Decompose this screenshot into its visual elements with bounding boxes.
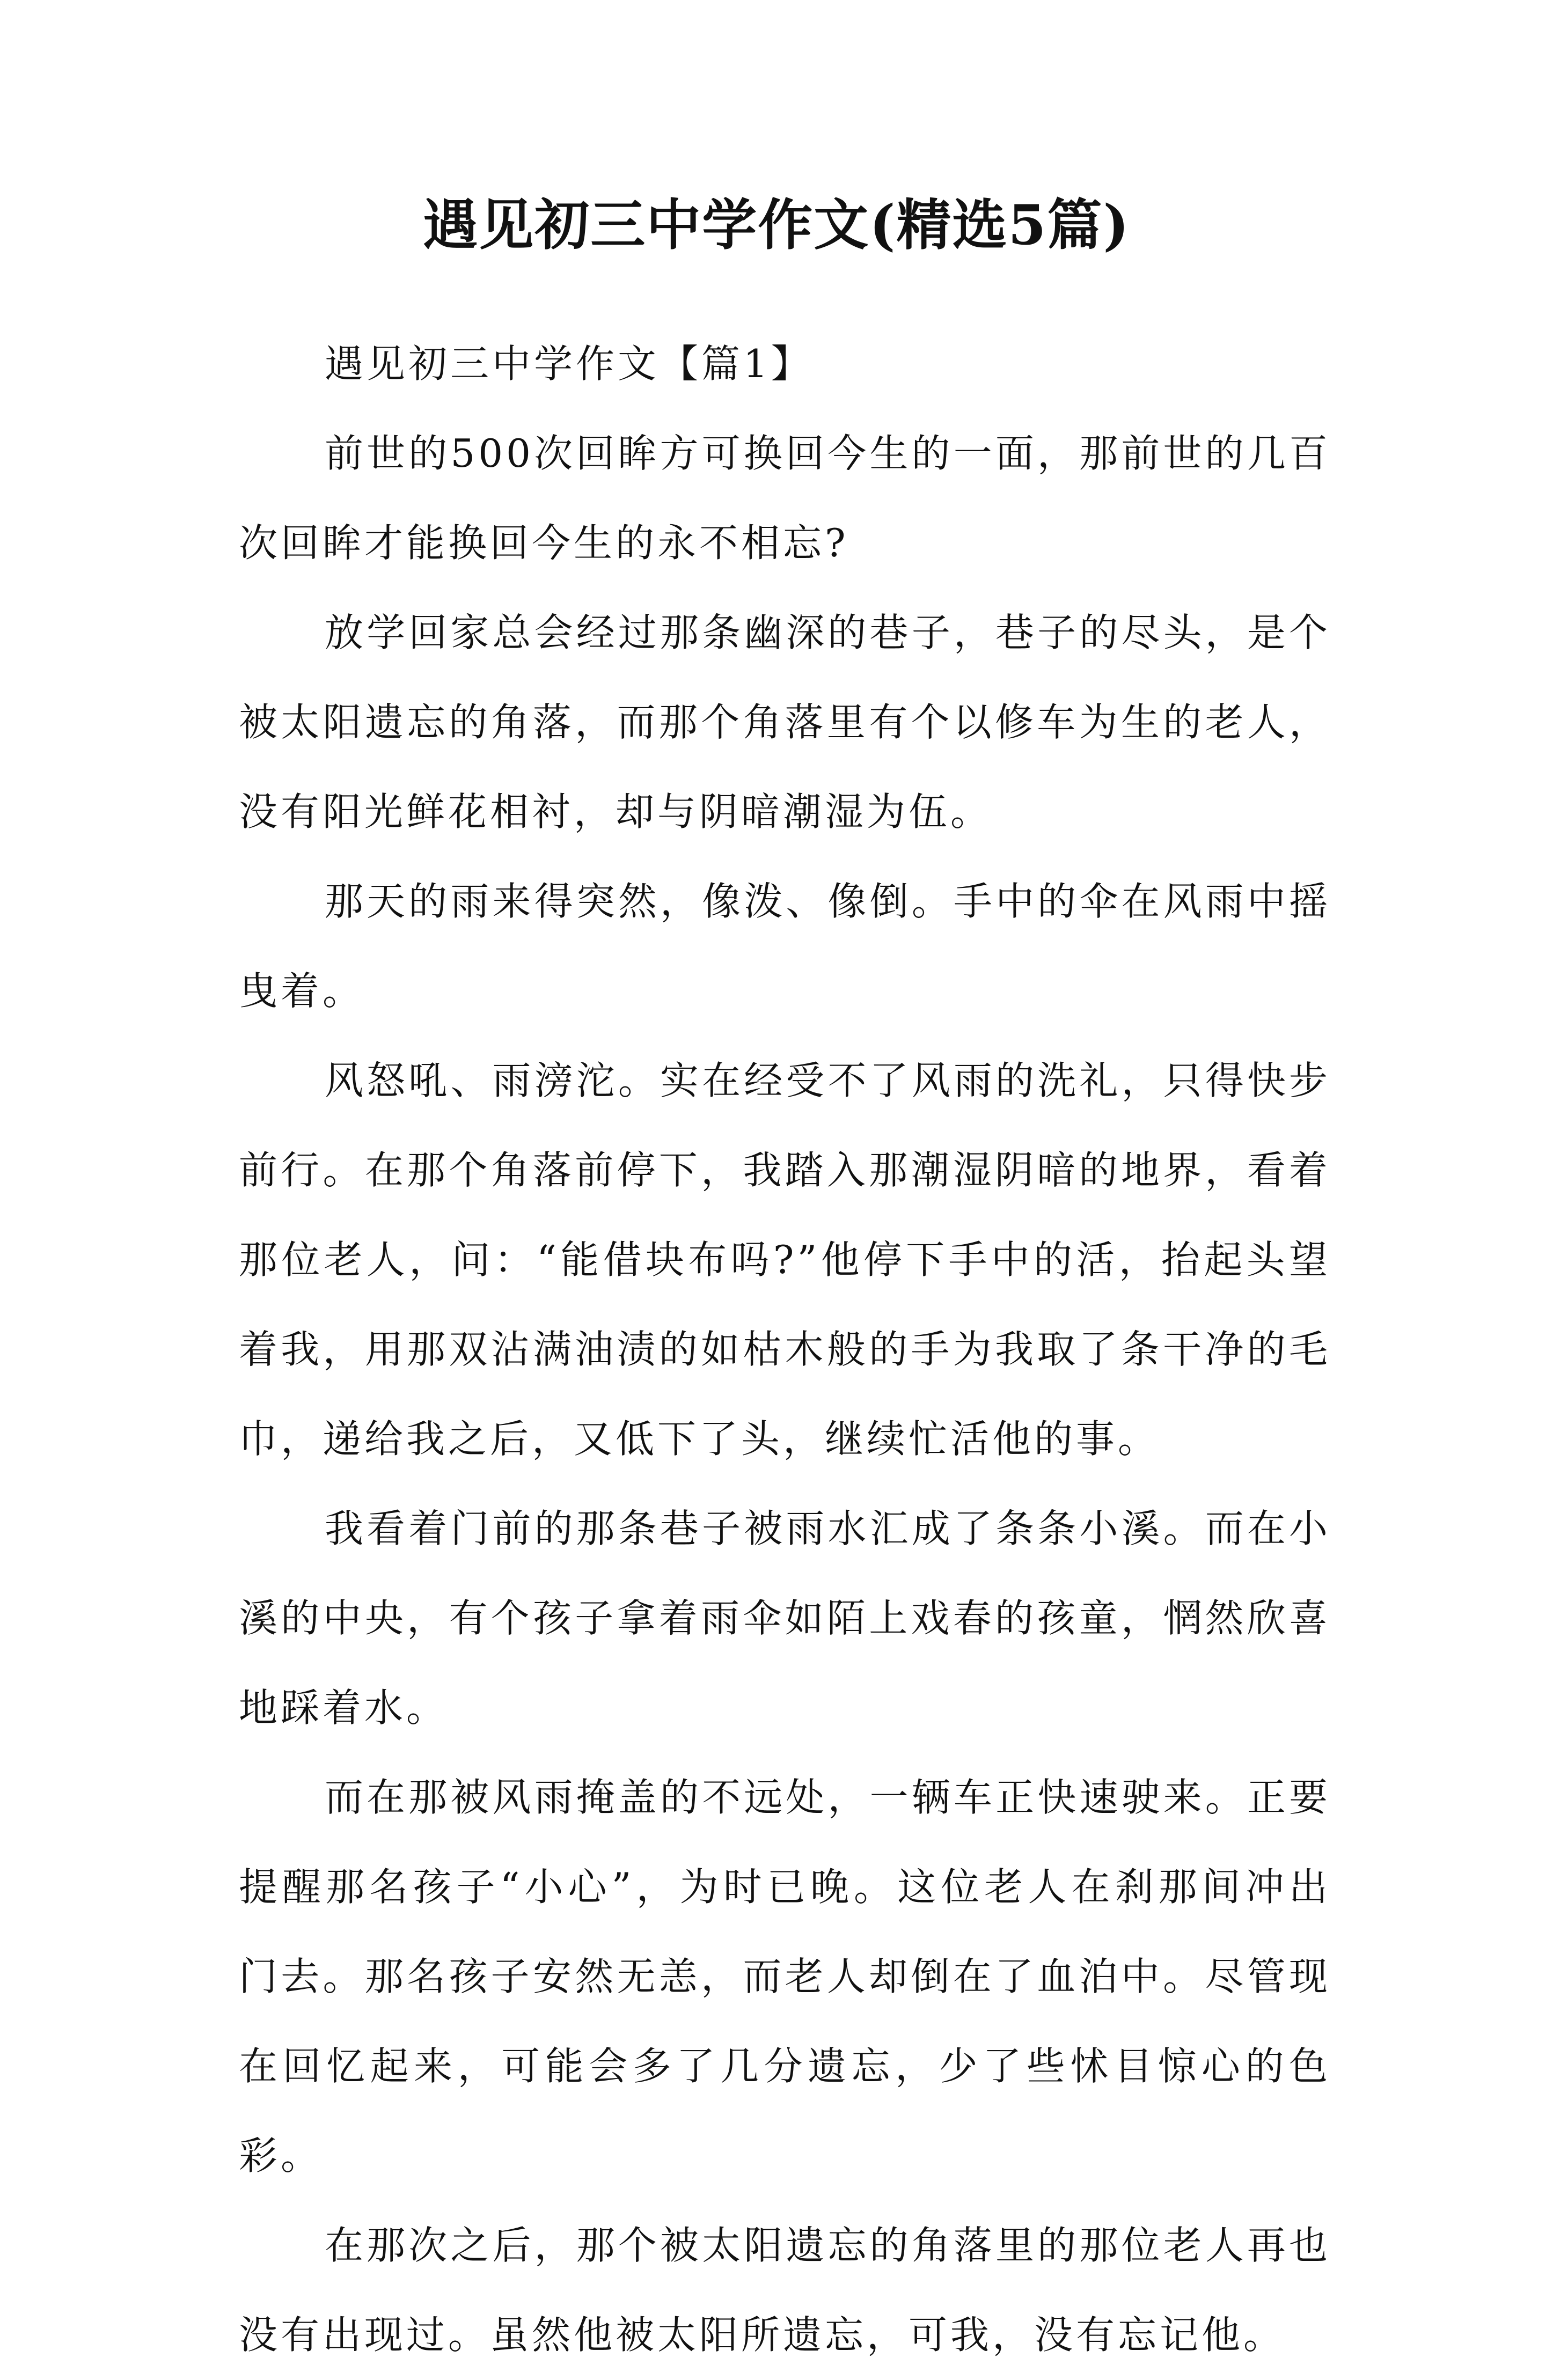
document-title: 遇见初三中学作文(精选5篇) [423, 193, 1130, 258]
paragraph: 放学回家总会经过那条幽深的巷子，巷子的尽头，是个被太阳遗忘的角落，而那个角落里有个以修车为生的老人，没有阳光鲜花相衬，却与阴暗潮湿为伍。 [239, 610, 1331, 834]
paragraph: 在那次之后，那个被太阳遗忘的角落里的那位老人再也没有出现过。虽然他被太阳所遗忘，可我，没有忘记他。 [239, 2223, 1331, 2357]
paragraph: 前世的500次回眸方可换回今生的一面，那前世的几百次回眸才能换回今生的永不相忘? [239, 431, 1331, 565]
paragraph: 那天的雨来得突然，像泼、像倒。手中的伞在风雨中摇曳着。 [239, 879, 1331, 1013]
paragraph: 而在那被风雨掩盖的不远处，一辆车正快速驶来。正要提醒那名孩子“小心”，为时已晚。这位老人在刹那间冲出门去。那名孩子安然无恙，而老人却倒在了血泊中。尽管现在回忆起来，可能会多了几分遗忘，少了些怵目惊心的色彩。 [239, 1775, 1331, 2178]
paragraph: 我看着门前的那条巷子被雨水汇成了条条小溪。而在小溪的中央，有个孩子拿着雨伞如陌上戏春的孩童，惘然欣喜地踩着水。 [239, 1506, 1331, 1730]
paragraph: 风怒吼、雨滂沱。实在经受不了风雨的洗礼，只得快步前行。在那个角落前停下，我踏入那潮湿阴暗的地界，看着那位老人，问：“能借块布吗?”他停下手中的活，抬起头望着我，用那双沾满油渍的如枯木般的手为我取了条干净的毛巾，递给我之后，又低下了头，继续忙活他的事。 [239, 1058, 1331, 1461]
section-heading: 遇见初三中学作文【篇1】 [325, 341, 813, 386]
document-body [239, 319, 1331, 2380]
